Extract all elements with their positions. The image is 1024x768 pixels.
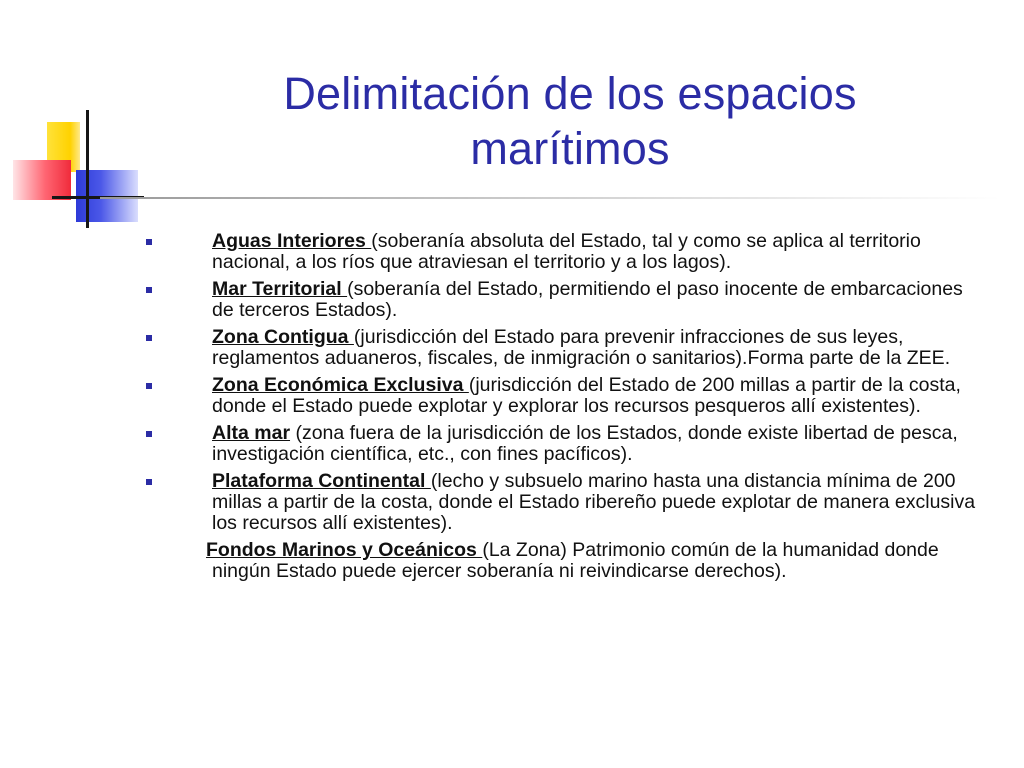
item-description: (soberanía absoluta del Estado, tal y como se aplica al territorio nacional, a los ríos que atraviesan el territorio y a los lagos). [212,230,921,273]
item-term: Mar Territorial [212,278,348,300]
list-item [138,375,988,417]
list-item-unbulleted [138,540,988,582]
slide-title [200,66,940,176]
slide-title-line-2: marítimos [470,123,670,174]
vertical-line-icon [86,110,89,228]
item-term: Alta mar [212,422,291,444]
square-bullet-icon [146,335,152,341]
title-divider [100,197,1000,199]
square-bullet-icon [146,287,152,293]
list-item [138,327,988,369]
square-bullet-icon [146,239,152,245]
item-description: (zona fuera de la jurisdicción de los Estados, donde existe libertad de pesca, investigación científica, etc., con fines pacíficos). [212,422,958,465]
item-term: Zona Contigua [212,326,354,348]
square-bullet-icon [146,431,152,437]
square-bullet-icon [146,383,152,389]
item-term: Zona Económica Exclusiva [212,374,469,396]
bullet-list [138,231,988,582]
item-description: (lecho y subsuelo marino hasta una distancia mínima de 200 millas a partir de la costa, donde el Estado ribereño puede explotar de manera exclusiva los recursos allí existentes). [212,470,976,534]
item-term: Fondos Marinos y Oceánicos [206,539,483,561]
item-term: Aguas Interiores [212,230,372,252]
list-item [138,423,988,465]
color-blocks-logo-icon [0,0,160,240]
item-description: (La Zona) Patrimonio común de la humanidad donde ningún Estado puede ejercer soberanía ni reivindicarse derechos). [212,539,939,582]
item-description: (jurisdicción del Estado para prevenir infracciones de sus leyes, reglamentos aduaneros, fiscales, de inmigración o sanitarios).Forma parte de la ZEE. [212,326,951,369]
list-item [138,471,988,534]
item-description: (soberanía del Estado, permitiendo el paso inocente de embarcaciones de terceros Estados). [212,278,963,321]
square-bullet-icon [146,479,152,485]
list-item [138,279,988,321]
list-item [138,231,988,273]
item-term: Plataforma Continental [212,470,431,492]
slide-title-line-1: Delimitación de los espacios [283,68,857,119]
red-square-icon [13,160,71,200]
item-description: (jurisdicción del Estado de 200 millas a partir de la costa, donde el Estado puede explotar y explorar los recursos pesqueros allí existentes). [212,374,961,417]
